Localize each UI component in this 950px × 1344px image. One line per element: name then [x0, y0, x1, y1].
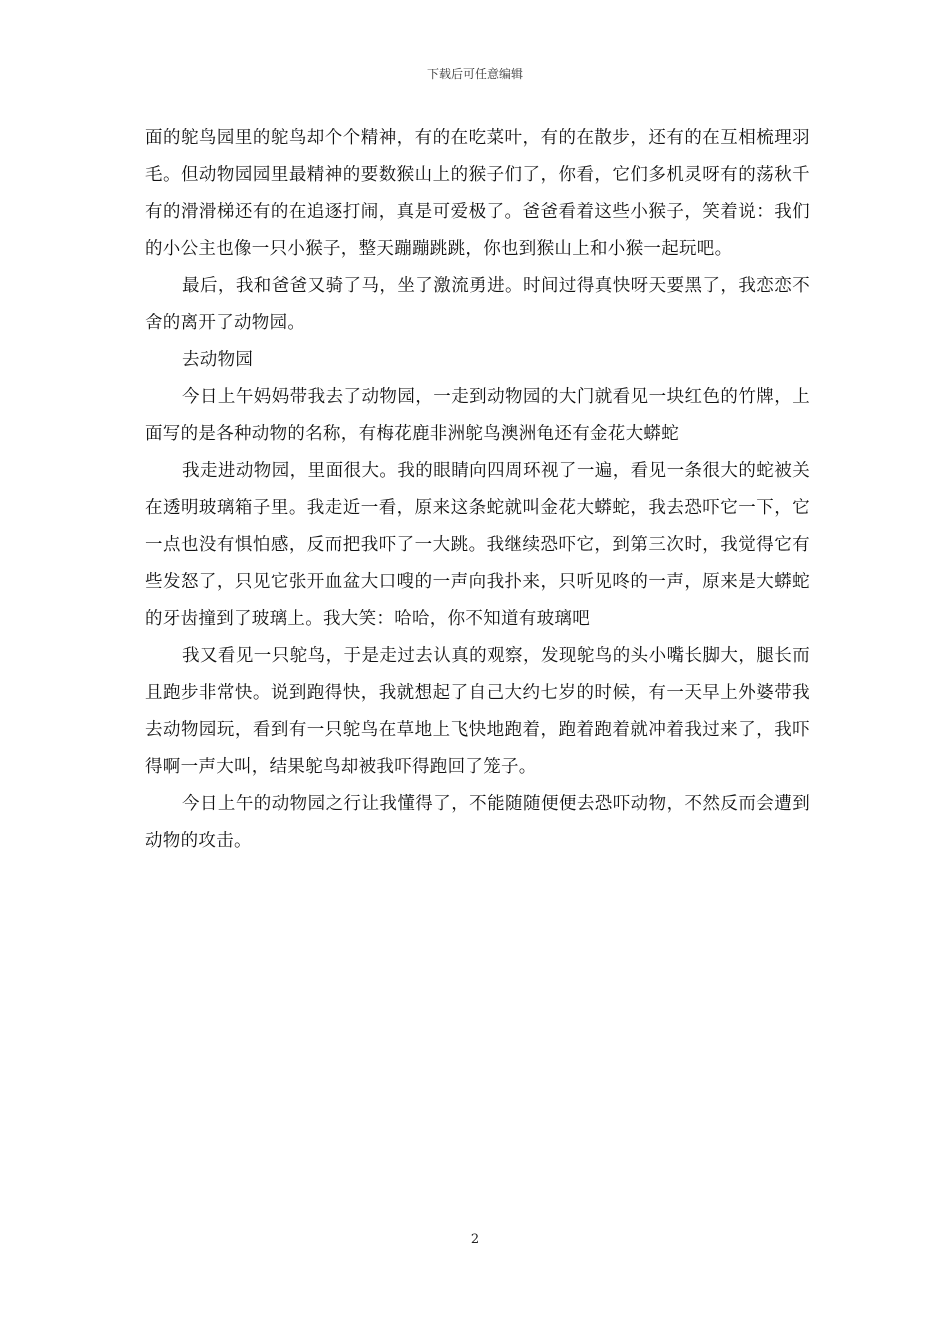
paragraph-ostrich: 我又看见一只鸵鸟，于是走过去认真的观察，发现鸵鸟的头小嘴长脚大，腿长而且跑步非常快。说到跑得快，我就想起了自己大约七岁的时候，有一天早上外婆带我去动物园玩，看到有一只鸵鸟在草地上飞快地跑着，跑着跑着就冲着我过来了，我吓得啊一声大叫，结果鸵鸟却被我吓得跑回了笼子。: [145, 646, 810, 777]
paragraph-python: 我走进动物园，里面很大。我的眼睛向四周环视了一遍，看见一条很大的蛇被关在透明玻璃箱子里。我走近一看，原来这条蛇就叫金花大蟒蛇，我去恐吓它一下，它一点也没有惧怕感，反而把我吓了一大跳。我继续恐吓它，到第三次时，我觉得它有些发怒了，只见它张开血盆大口嗖的一声向我扑来，只听见咚的一声，原来是大蟒蛇的牙齿撞到了玻璃上。我大笑：哈哈，你不知道有玻璃吧: [145, 461, 810, 629]
page-header: 下载后可任意编辑: [426, 67, 523, 81]
page-number: 2: [470, 1232, 480, 1247]
paragraph-ostrich-monkeys: 面的鸵鸟园里的鸵鸟却个个精神，有的在吃菜叶，有的在散步，还有的在互相梳理羽毛。但动物园园里最精神的要数猴山上的猴子们了，你看，它们多机灵呀有的荡秋千有的滑滑梯还有的在追逐打闹，真是可爱极了。爸爸看着这些小猴子，笑着说：我们的小公主也像一只小猴子，整天蹦蹦跳跳，你也到猴山上和小猴一起玩吧。: [145, 128, 810, 259]
paragraph-conclusion: 今日上午的动物园之行让我懂得了，不能随随便便去恐吓动物，不然反而会遭到动物的攻击。: [145, 794, 810, 851]
essay-title: 去动物园: [182, 350, 254, 370]
document-body: [145, 120, 810, 860]
paragraph-leaving-zoo: 最后，我和爸爸又骑了马，坐了激流勇进。时间过得真快呀天要黑了，我恋恋不舍的离开了动物园。: [145, 276, 810, 333]
paragraph-zoo-gate: 今日上午妈妈带我去了动物园，一走到动物园的大门就看见一块红色的竹牌，上面写的是各种动物的名称，有梅花鹿非洲鸵鸟澳洲龟还有金花大蟒蛇: [145, 387, 810, 444]
